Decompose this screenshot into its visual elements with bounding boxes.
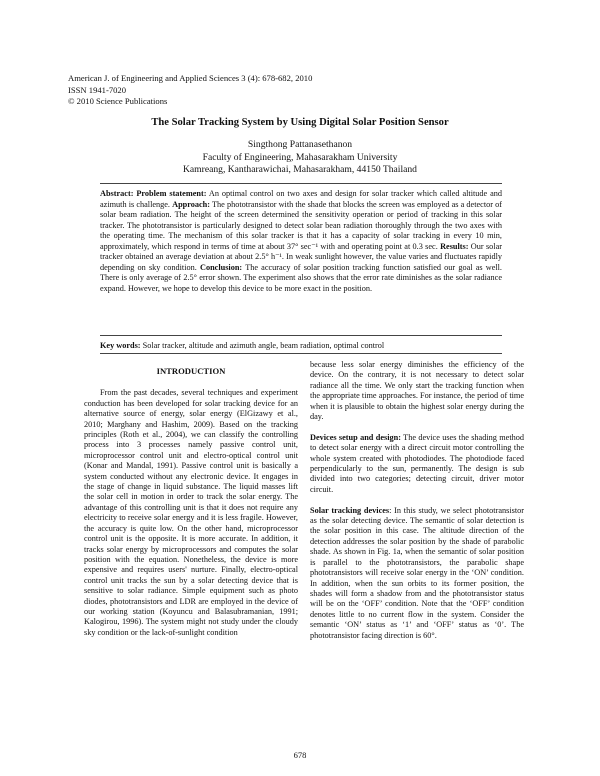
- abstract-top-rule: [100, 183, 502, 184]
- introduction-paragraph-continued: because less solar energy diminishes the efficiency of the device. On the contrary, it is not necessary to detect solar radiance all the time. We only start the tracking function when the appropriate time approaches. For instance, the period of time when it is plausible to obtain the highest solar energy during the day.: [310, 360, 524, 422]
- journal-header: [68, 73, 312, 108]
- results-label: Results:: [440, 241, 469, 251]
- abstract: [100, 189, 502, 294]
- right-column: [310, 360, 524, 651]
- problem-statement-text: An optimal control on two axes and design for solar tracker which called altitude and azimuth is challenge.: [100, 189, 503, 209]
- paper-title: The Solar Tracking System by Using Digital Solar Position Sensor: [151, 117, 449, 128]
- abstract-bottom-rule: [100, 335, 502, 336]
- problem-statement-label: Problem statement:: [136, 189, 207, 198]
- solar-tracking-text: : In this study, we select phototransistor as the solar detecting device. The semantic of solar detection is the solar position in this case. The altitude direction of the detection addresses the solar position by the shade of parabolic shade. As shown in Fig. 1a, when the semantic of solar position is parallel to the phototransistors, the parabolic shape phototransistors will receive solar energy in the ‘ON’ condition. In addition, when the sun orbits to its former position, the shades will form a shadow from and the phototransistor status will be on the ‘OFF’ condition. Note that the ‘OFF’ condition denotes little to no current flow in the system. Consider the semantic ‘ON’ status as ‘1’ and ‘OFF’ status as ‘0’. The phototransistor facing direction is 60°.: [310, 505, 525, 640]
- author-block: [0, 139, 600, 177]
- keywords-rule: [100, 353, 502, 354]
- devices-setup-paragraph: [310, 433, 524, 495]
- keywords-text: Solar tracker, altitude and azimuth angle, beam radiation, optimal control: [140, 341, 385, 350]
- author-affiliation: Faculty of Engineering, Mahasarakham University: [202, 151, 398, 163]
- keywords: [100, 341, 502, 352]
- abstract-label: Abstract:: [100, 189, 134, 198]
- devices-setup-text: The device uses the shading method to detect solar energy with a direct circuit motor controlling the whole system created with photodiodes. The photodiode faced perpendicularly to the sun, permanently. The design is sub divided into two categories; detecting circuit, driver motor circuit.: [310, 432, 524, 494]
- devices-setup-label: Devices setup and design:: [310, 432, 401, 442]
- author-name: Singthong Pattanasethanon: [247, 139, 353, 150]
- issn: ISSN 1941-7020: [68, 84, 127, 95]
- journal-citation: American J. of Engineering and Applied Sciences 3 (4): 678-682, 2010: [68, 73, 313, 83]
- introduction-heading: INTRODUCTION: [156, 366, 226, 376]
- conclusion-label: Conclusion:: [199, 262, 243, 272]
- copyright: © 2010 Science Publications: [68, 96, 168, 106]
- keywords-label: Key words:: [100, 341, 141, 350]
- solar-tracking-paragraph: [310, 506, 524, 641]
- author-address: Kamreang, Kantharawichai, Mahasarakham, 44150 Thailand: [183, 164, 417, 175]
- left-column: [84, 360, 298, 649]
- results-text: Our solar tracker obtained an average deviation at about 2.5° h⁻¹. In weak sunlight however, the value varies and fluctuates rapidly depending on sky condition.: [100, 241, 502, 272]
- approach-label: Approach:: [172, 199, 211, 209]
- page-number: 678: [293, 750, 307, 760]
- solar-tracking-label: Solar tracking devices: [310, 505, 390, 515]
- conclusion-text: The accuracy of solar position tracking function satisfied our goal as well. There is only average of 2.5° error shown. The experiment also shows that the error rate diminishes as the solar radiance expand. However, we hope to develop this device to be more exact in the position.: [100, 262, 502, 293]
- introduction-paragraph: From the past decades, several techniques and experiment conduction has been developed for solar tracking device for an alternative source of energy, solar energy (ElGizawy et al., 2010; Marghany and Hashim, 2009). Based on the tracking principles (Roth et al., 2004), we can classify the controlling process into 3 processes namely passive control unit, microprocessor control unit and electro-optical control unit (Konar and Mandal, 1991). Passive control unit is basically a system conducted without any electronic device. It engages in the stage of change in liquid substance. The liquid masses lift the solar cell in motion in order to track the solar energy. The advantage of this controlling unit is that it does not require any electricity to receive solar energy and it is less fragile. However, the accuracy is quite low. On the other hand, microprocessor control unit is the opposite. It is more accurate. In addition, it tracks solar energy by microprocessors and computes the solar position with the equation. Nonetheless, the device is more expensive and requires users' nurture. Finally, electro-optical control unit tracks the sun by a solar detecting device that is sensitive to solar radiance. Simple equipment such as photo diodes, phototransistors and LDR are employed in the device of our working station (Koyuncu and Balasubramanian, 1991; Kalogirou, 1996). The system might not study under the cloudy sky condition or the lack-of-sunlight condition: [84, 388, 298, 637]
- approach-text: The phototransistor with the shade that blocks the screen was employed as a detector of solar beam radiation. The height of the screen determined the sensitivity operation or period of tracking in this solar tracker. The phototransistor is particularly designed to detect solar bean radiation thoroughly through the two axes with the operating time. The mechanism of this solar tracker is that it has a capacity of solar tracking in every 10 min, approximately, which respond in terms of time at about 37° sec⁻¹ with and operating point at 0.3 sec.: [100, 199, 502, 251]
